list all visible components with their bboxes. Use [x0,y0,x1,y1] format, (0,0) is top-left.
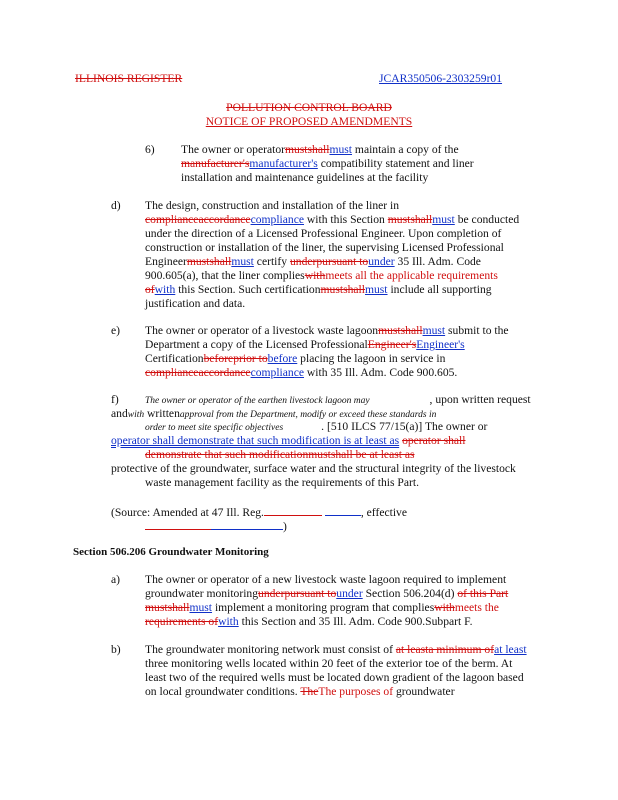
item-f-line3: order to meet site specific objectives . [510 ILCS 77/15(a)] The owner or [145,420,488,433]
item-6-label: 6) [145,143,155,156]
item-f-line4: operator shall demonstrate that such modification is at least as operator shall [111,434,466,447]
item-6-text: The owner or operatormustshallmust maintain a copy of the manufacturer'smanufacturer's compatibility statement and liner installation and maintenance guidelines at the facility [181,143,474,184]
item-e-label: e) [111,324,121,337]
source-note-line2: ) [145,519,575,534]
section-heading: Section 506.206 Groundwater Monitoring [73,546,269,558]
item-f-line5: demonstrate that such modificationmustshall be at least as [145,448,415,461]
item-f-label: f) [111,393,119,406]
item-a-text: The owner or operator of a new livestock waste lagoon required to implement groundwater monitoringunderpursuant tounder Section 506.204(d) of this Part mustshallmust implement a monitoring program that complieswithmeets the requirements ofwith this Section and 35 Ill. Adm. Code 900.Subpart F. [145,573,509,628]
item-f-line6: protective of the groundwater, surface water and the structural integrity of the livestock [111,462,516,475]
item-d-text: The design, construction and installation of the liner in complianceaccordancecompliance with this Section mustshallmust be conducted under the direction of a Licensed Professional Engineer. Upon completion of construction or installation of the liner, the supervising Licensed Professional Engineermustshallmust certify underpursuant tounder 35 Ill. Adm. Code 900.605(a), that the liner complieswithmeets all the applicable requirements ofwith this Section. Such certificationmustshallmust include all supporting justification and data. [145,199,520,310]
item-b-label: b) [111,643,121,656]
item-a-label: a) [111,573,121,586]
item-f-line2: andwith writtenapproval from the Department, modify or exceed these standards in [111,407,437,420]
source-note: (Source: Amended at 47 Ill. Reg. , effective [111,506,407,519]
item-e-text: The owner or operator of a livestock waste lagoonmustshallmust submit to the Department a copy of the Licensed ProfessionalEngineer'sEngineer's Certificationbeforeprior tobefore placing the lagoon in service in complianceaccordancecompliance with 35 Ill. Adm. Code 900.605. [145,324,509,379]
item-d-label: d) [111,199,121,212]
item-f-line1: The owner or operator of the earthen livestock lagoon may , upon written request [145,393,531,406]
item-f-line7: waste management facility as the requirements of this Part. [145,476,419,489]
register-header: ILLINOIS REGISTER [75,72,183,85]
notice-title: NOTICE OF PROPOSED AMENDMENTS [205,115,413,128]
board-name: POLLUTION CONTROL BOARD [226,101,392,114]
jcar-code: JCAR350506-2303259r01 [379,72,503,85]
item-b-text: The groundwater monitoring network must consist of at leasta minimum ofat least three monitoring wells located within 20 feet of the exterior toe of the berm. At least two of the required wells must be located down gradient of the lagoon based on local groundwater conditions. TheThe purposes of groundwater [145,643,527,698]
